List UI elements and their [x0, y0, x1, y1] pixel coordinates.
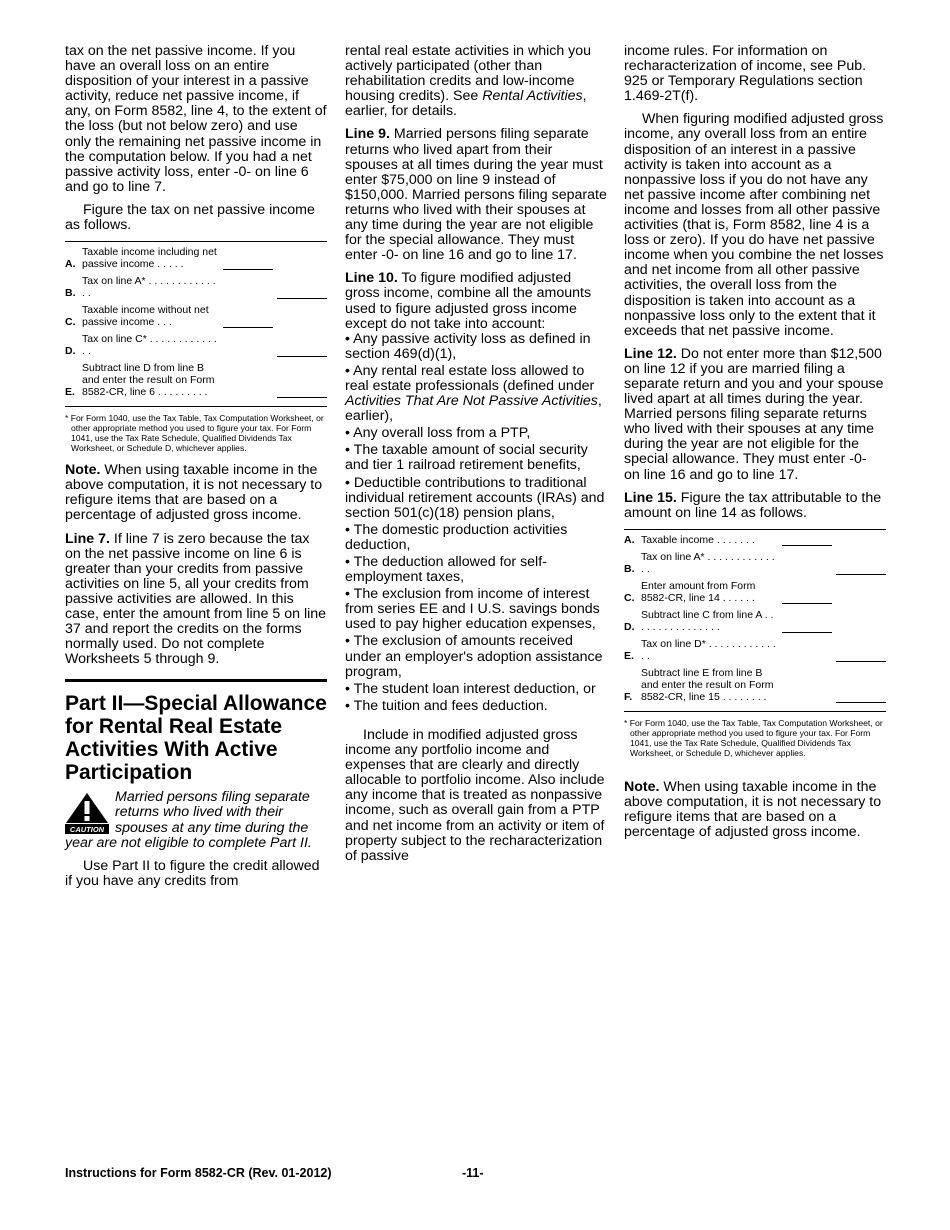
entry-line	[836, 691, 886, 703]
paragraph: Use Part II to figure the credit allowed if you have any credits from	[65, 857, 320, 889]
list-item: • The student loan interest deduction, or	[345, 680, 596, 697]
line-9-paragraph: Line 9. Married persons filing separate returns who lived apart from their spouses at all times during the year must enter $75,000 on line 9 instead of $150,000. Married persons filing separate returns who lived with their spouses at any time during the year are not eligible for the special allowance. They must enter -0- on line 16 and go to line 17.	[345, 126, 607, 264]
worksheet-row-a: A. Taxable income . . . . . . .	[624, 534, 886, 546]
entry-line	[836, 563, 886, 575]
entry-line	[223, 316, 273, 328]
paragraph: tax on the net passive income. If you have an overall loss on an entire disposition of your interest in a passive activity, reduce net passive income, if any, on Form 8582, line 4, to the extent of the loss (but not below zero) and use only the remaining net passive income in the computation below. If you had a net passive activity loss, enter -0- on line 6 and go to line 7.	[65, 43, 327, 195]
worksheet-row-f: F. Subtract line E from line B and enter the result on Form 8582-CR, line 15 . . . . . . . .	[624, 667, 886, 703]
tax-worksheet-table	[65, 241, 327, 407]
list-item: • Deductible contributions to traditional individual retirement accounts (IRAs) and section 501(c)(18) pension plans,	[345, 474, 605, 521]
note-paragraph: Note. When using taxable income in the above computation, it is not necessary to refigure items that are based on a percentage of adjusted gross income.	[65, 462, 323, 524]
section-rule	[65, 679, 327, 682]
column-1	[65, 44, 327, 897]
column-2	[345, 44, 607, 872]
caution-block	[65, 790, 327, 850]
list-item: • The taxable amount of social security and tier 1 railroad retirement benefits,	[345, 442, 588, 474]
worksheet-row-b: B. Tax on line A* . . . . . . . . . . . . . .	[65, 275, 327, 299]
exclusion-list	[345, 332, 607, 714]
line-10-paragraph: Line 10. To figure modified adjusted gross income, combine all the amounts used to figure adjusted gross income except do not take into account:	[345, 270, 592, 332]
caution-icon	[65, 792, 109, 834]
entry-line	[836, 650, 886, 662]
tax-worksheet-table	[624, 529, 886, 712]
paragraph: When figuring modified adjusted gross income, any overall loss from an entire disposition of an interest in a passive activity is taken into account as a nonpassive loss if you do not have any net passive income after combining net income and losses from all other passive activities (that is, Form 8582, line 4 is a loss or zero). If you do have net passive income when you combine the net losses and net income from all other passive activities, the overall loss from the disposition is taken into account as a nonpassive loss only to the extent that it exceeds that net passive income.	[624, 111, 884, 339]
footer-title: Instructions for Form 8582-CR (Rev. 01-2012)	[65, 1166, 332, 1180]
list-item: • Any passive activity loss as defined in section 469(d)(1),	[345, 330, 591, 362]
worksheet-row-e: E. Subtract line D from line B and enter the result on Form 8582-CR, line 6 . . . . . . . . .	[65, 362, 327, 398]
list-item: • The domestic production activities deduction,	[345, 521, 568, 553]
list-item: • The exclusion from income of interest from series EE and I U.S. savings bonds used to pay higher education expenses,	[345, 586, 600, 633]
paragraph: income rules. For information on recharacterization of income, see Pub. 925 or Temporary Regulations section 1.469-2T(f).	[624, 43, 867, 105]
worksheet-row-d: D. Tax on line C* . . . . . . . . . . . . . .	[65, 333, 327, 357]
worksheet-row-c: C. Enter amount from Form 8582-CR, line 14 . . . . . .	[624, 580, 886, 604]
svg-text:CAUTION: CAUTION	[69, 825, 105, 835]
footnote: * For Form 1040, use the Tax Table, Tax Computation Worksheet, or other appropriate method you used to figure your tax. For Form 1041, use the Tax Rate Schedule, Qualified Dividends Tax Worksheet, or Schedule D, whichever applies.	[624, 717, 883, 758]
list-item: • Any overall loss from a PTP,	[345, 425, 531, 442]
note-paragraph: Note. When using taxable income in the above computation, it is not necessary to refigure items that are based on a percentage of adjusted gross income.	[624, 778, 882, 841]
entry-line	[277, 345, 327, 357]
entry-line	[223, 258, 273, 270]
worksheet-row-e: E. Tax on line D* . . . . . . . . . . . . . .	[624, 638, 886, 662]
line-12-paragraph: Line 12. Do not enter more than $12,500 on line 12 if you are married filing a separate return and you and your spouse lived apart at all times during the year. Married persons filing separate returns who lived with their spouses at any time during the year are not eligible for the special allowance. They must enter -0- on line 16 and go to line 17.	[624, 345, 884, 483]
page-number: -11-	[462, 1166, 484, 1180]
entry-line	[782, 621, 832, 633]
entry-line	[782, 534, 832, 546]
list-item: • The tuition and fees deduction.	[345, 697, 548, 714]
list-item: • The deduction allowed for self-employment taxes,	[345, 554, 547, 586]
footnote: * For Form 1040, use the Tax Table, Tax Computation Worksheet, or other appropriate method you used to figure your tax. For Form 1041, use the Tax Rate Schedule, Qualified Dividends Tax Worksheet, or Schedule D, whichever applies.	[65, 413, 324, 454]
list-item: • Any rental real estate loss allowed to real estate professionals (defined under Activities That Are Not Passive Activities, earlier),	[345, 362, 602, 425]
worksheet-row-b: B. Tax on line A* . . . . . . . . . . . . . .	[624, 551, 886, 575]
worksheet-row-c: C. Taxable income without net passive income . . .	[65, 304, 327, 328]
list-item: • The exclusion of amounts received under an employer's adoption assistance program,	[345, 633, 603, 680]
worksheet-row-d: D. Subtract line C from line A . . . . . . . . . . . . . . . .	[624, 609, 886, 633]
entry-line	[277, 386, 327, 398]
worksheet-row-a: A. Taxable income including net passive income . . . . .	[65, 246, 327, 270]
paragraph: Figure the tax on net passive income as follows.	[65, 201, 315, 234]
paragraph: Include in modified adjusted gross income any portfolio income and expenses that are clearly and directly allocable to portfolio income. Also include any income that is treated as nonpassive income, such as overall gain from a PTP and net income from an activity or item of property subject to the recharacterization of passive	[345, 726, 605, 864]
paragraph: rental real estate activities in which you actively participated (other than rehabilitation credits and low-income housing credits). See Rental Activities, earlier, for details.	[345, 43, 592, 120]
column-3	[624, 44, 886, 848]
line-7-paragraph: Line 7. If line 7 is zero because the tax on the net passive income on line 6 is greater than your credits from passive activities on line 5, all your credits from passive activities are allowed. In this case, enter the amount from line 5 on line 37 and report the credits on the forms normally used. Do not complete Worksheets 5 through 9.	[65, 530, 327, 668]
part-2-heading: Part II—Special Allowance for Rental Real Estate Activities With Active Participation	[65, 692, 327, 785]
entry-line	[782, 592, 832, 604]
line-15-paragraph: Line 15. Figure the tax attributable to the amount on line 14 as follows.	[624, 489, 882, 521]
caution-text: Married persons filing separate returns who lived with their spouses at any time during the year are not eligible to complete Part II.	[65, 789, 312, 851]
entry-line	[277, 287, 327, 299]
